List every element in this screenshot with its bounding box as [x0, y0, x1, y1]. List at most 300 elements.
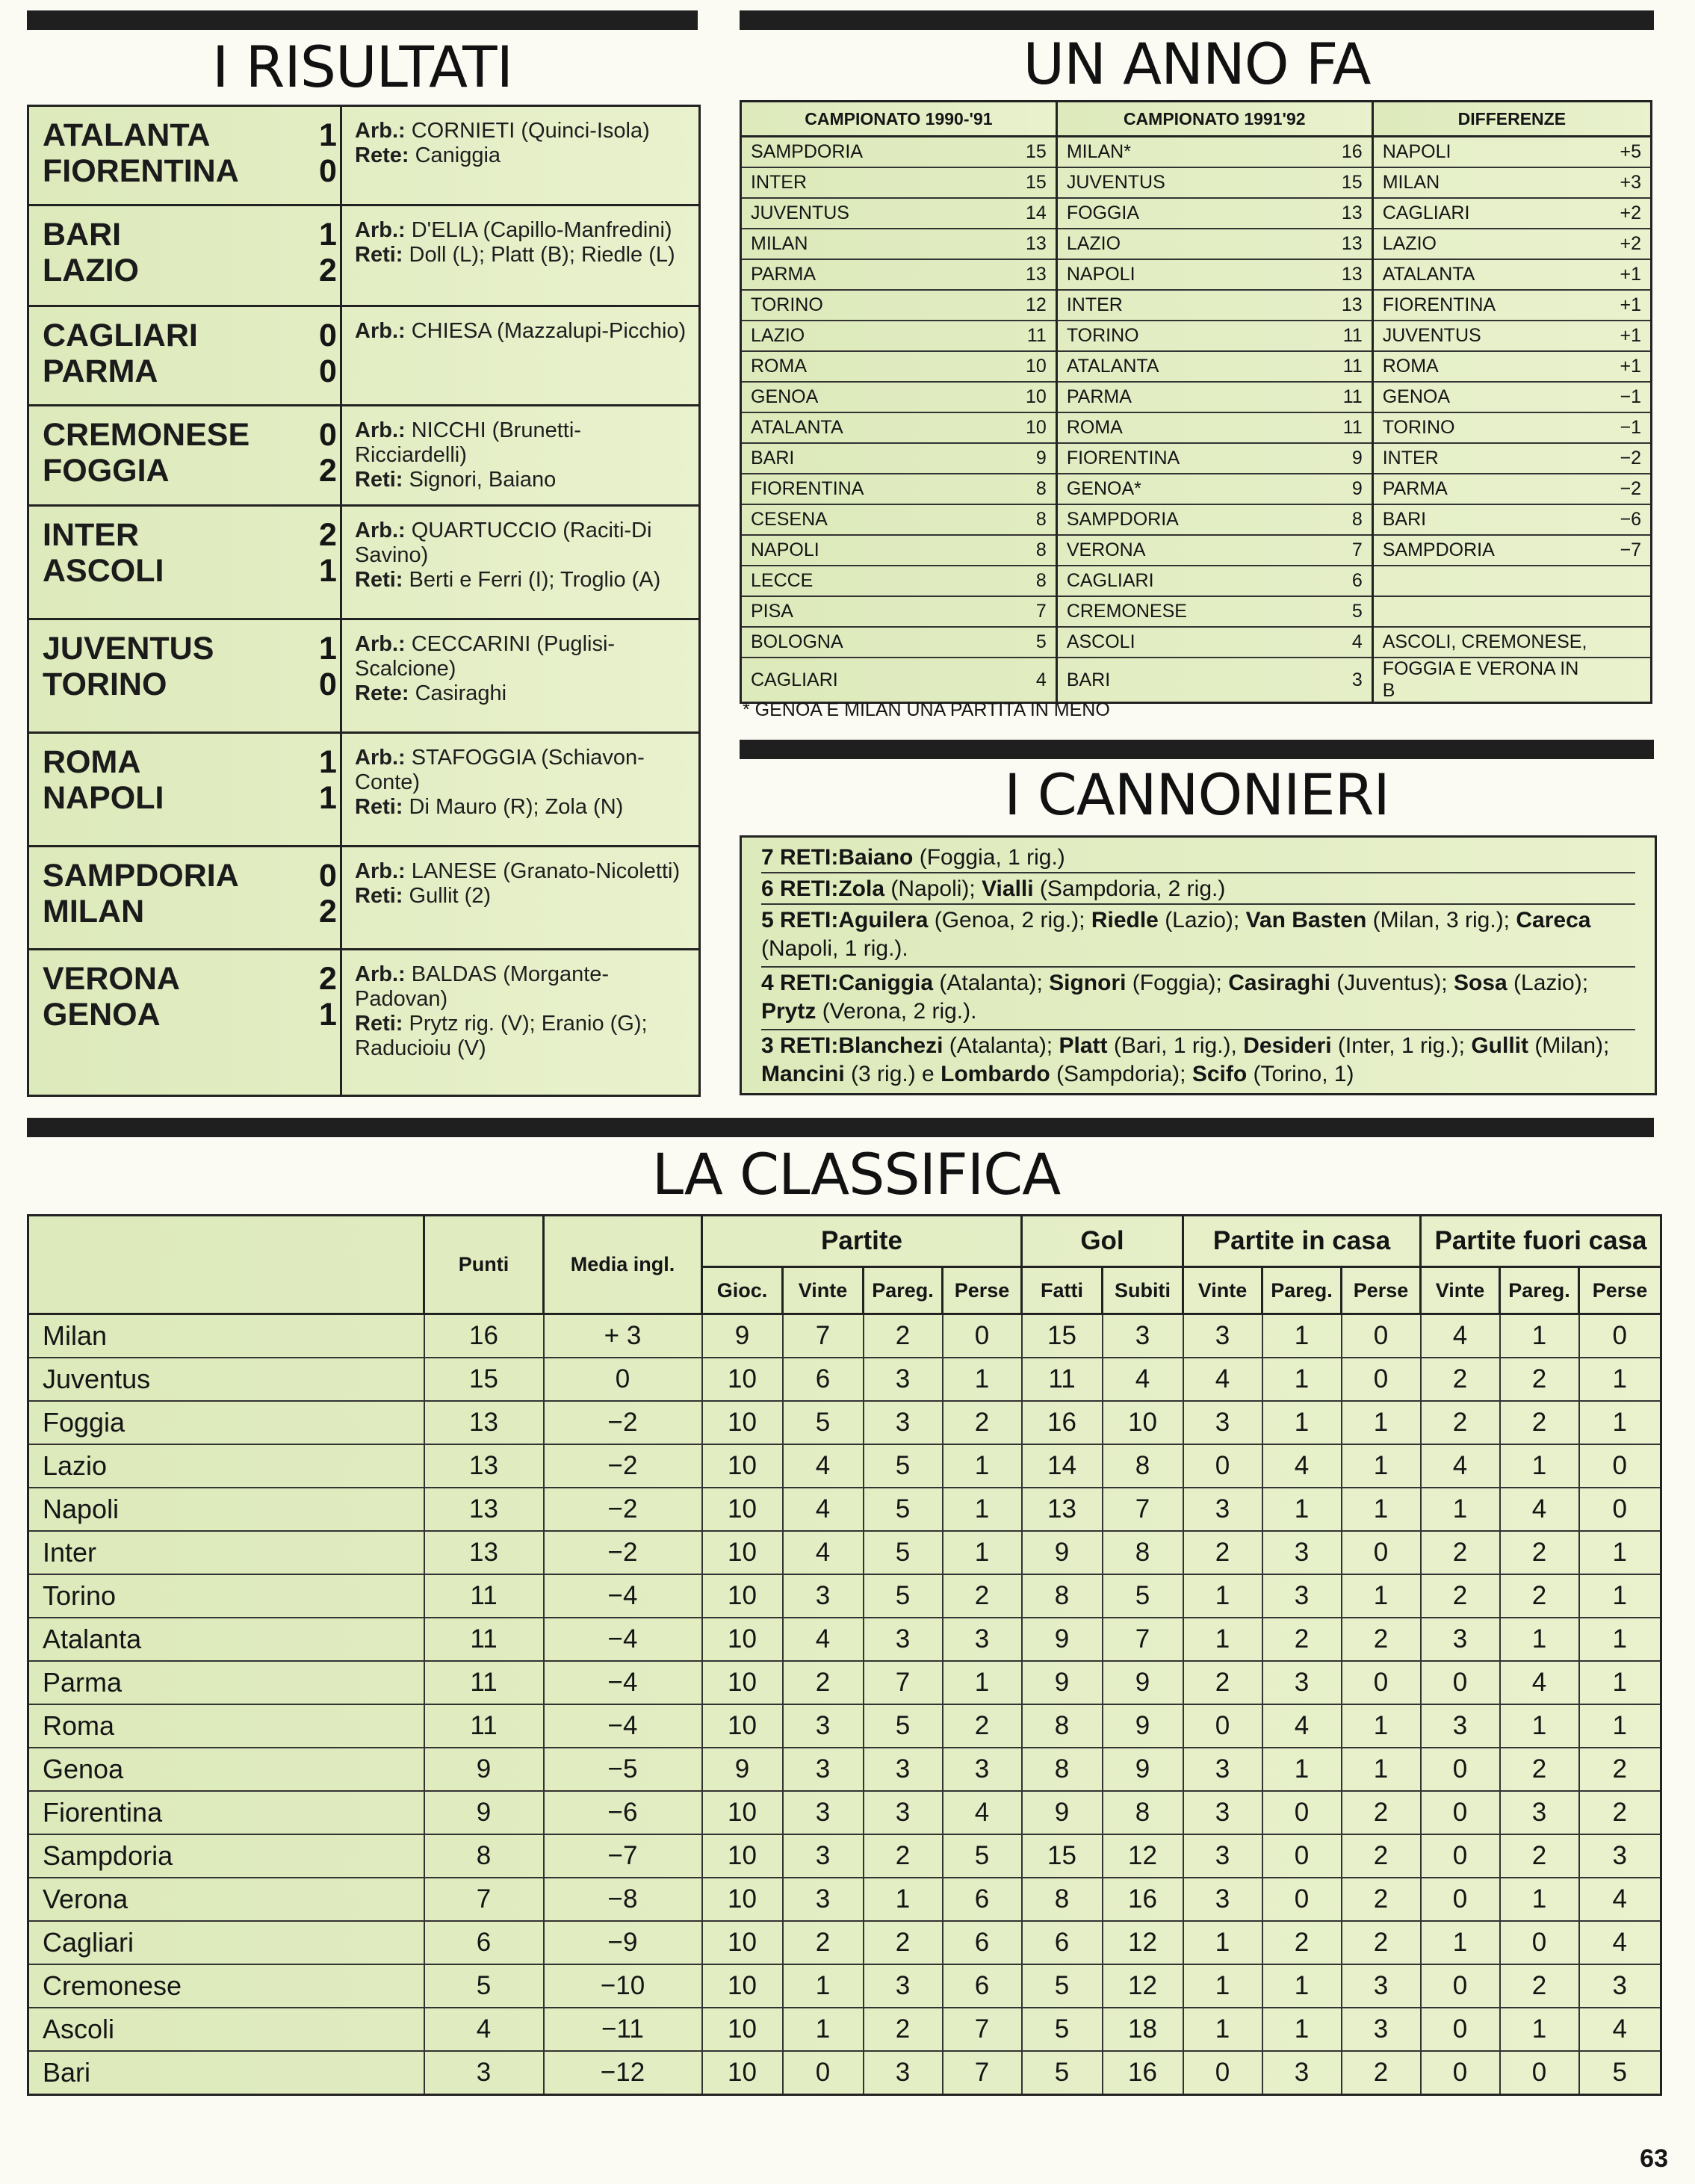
team-name: Cremonese — [28, 1964, 424, 2008]
team-name: Torino — [28, 1574, 424, 1618]
stat-cell: 2 — [1421, 1358, 1500, 1401]
stat-cell: 2 — [1500, 1834, 1579, 1878]
standings-row — [28, 1401, 1661, 1444]
anno-points: 5 — [1327, 596, 1372, 627]
match-info — [355, 632, 691, 706]
scorers-label: Reti: — [355, 884, 403, 908]
stat-cell: 2 — [1342, 1834, 1421, 1878]
stat-cell: 5 — [864, 1531, 943, 1574]
stat-cell: 11 — [1022, 1358, 1103, 1401]
stat-cell: 16 — [1103, 1878, 1183, 1921]
stat-cell: 9 — [1103, 1661, 1183, 1704]
stat-cell: 13 — [424, 1444, 544, 1488]
stat-cell: 3 — [1342, 2008, 1421, 2051]
sub-header: Fatti — [1022, 1267, 1103, 1314]
team-name: Ascoli — [28, 2008, 424, 2051]
team-name: Milan — [28, 1314, 424, 1358]
home-team: INTER — [43, 517, 139, 553]
match-teams — [43, 744, 326, 816]
player-detail: (Verona, 2 rig.). — [816, 999, 977, 1024]
player-detail: (Lazio); — [1158, 908, 1246, 932]
match-row — [29, 845, 698, 950]
player-name: Prytz — [761, 999, 816, 1024]
stat-cell: 2 — [783, 1921, 864, 1964]
stat-cell: 2 — [1500, 1358, 1579, 1401]
team-name: Juventus — [28, 1358, 424, 1401]
anno-points — [1605, 566, 1652, 596]
stat-cell: 1 — [1579, 1531, 1661, 1574]
anno-row — [741, 596, 1652, 627]
away-score: 0 — [319, 153, 337, 189]
stat-cell: 3 — [1262, 1661, 1342, 1704]
stat-cell: 2 — [1579, 1791, 1661, 1834]
anno-points: 8 — [1011, 504, 1056, 535]
stat-cell: 16 — [1022, 1401, 1103, 1444]
stat-cell: 5 — [1022, 2008, 1103, 2051]
scorers-names: Signori, Baiano — [409, 468, 557, 492]
scorers-names: Prytz rig. (V); Eranio (G); Raducioiu (V) — [355, 1012, 648, 1060]
cannonieri-title: I CANNONIERI — [1004, 761, 1389, 828]
sub-header: Vinte — [783, 1267, 864, 1314]
standings-row — [28, 1531, 1661, 1574]
stat-cell: 0 — [1183, 2051, 1262, 2095]
away-team: ASCOLI — [43, 553, 164, 589]
standings-row — [28, 1921, 1661, 1964]
player-name: Baiano — [838, 845, 914, 870]
stat-cell: −11 — [544, 2008, 702, 2051]
stat-cell: 2 — [864, 1834, 943, 1878]
stat-cell: −2 — [544, 1444, 702, 1488]
stat-cell: 3 — [783, 1748, 864, 1791]
anno-points: 9 — [1327, 443, 1372, 474]
stat-cell: 18 — [1103, 2008, 1183, 2051]
away-score: 1 — [319, 780, 337, 816]
anno-team: CREMONESE — [1056, 596, 1327, 627]
anno-team: FOGGIA E VERONA IN B — [1372, 658, 1605, 703]
scorer-line — [761, 875, 1635, 903]
anno-team: PARMA — [741, 259, 1012, 290]
goals-count: 6 RETI: — [761, 876, 839, 901]
risultati-title: I RISULTATI — [212, 34, 512, 100]
stat-cell: 9 — [1022, 1618, 1103, 1661]
anno-row — [741, 504, 1652, 535]
scorers — [355, 568, 691, 593]
anno-points: 12 — [1011, 290, 1056, 321]
match-teams — [43, 217, 326, 288]
stat-cell: 1 — [1500, 1314, 1579, 1358]
referee-name: LANESE (Granato-Nicoletti) — [411, 859, 681, 883]
anno-points: +1 — [1605, 351, 1652, 382]
anno-points: 13 — [1327, 290, 1372, 321]
stat-cell: 2 — [1500, 1531, 1579, 1574]
anno-team: FOGGIA — [1056, 198, 1327, 229]
standings-row — [28, 1748, 1661, 1791]
anno-points — [1605, 627, 1652, 658]
gol-header: Gol — [1022, 1216, 1183, 1267]
stat-cell: 6 — [943, 1878, 1022, 1921]
stat-cell: 3 — [783, 1574, 864, 1618]
away-team: GENOA — [43, 997, 161, 1033]
away-score: 1 — [319, 553, 337, 589]
stat-cell: 1 — [1183, 1964, 1262, 2008]
stat-cell: 5 — [864, 1574, 943, 1618]
anno-row — [741, 566, 1652, 596]
referee — [355, 632, 691, 681]
player-detail: (Sampdoria); — [1050, 1062, 1192, 1086]
anno-points: 7 — [1011, 596, 1056, 627]
stat-cell: 3 — [1262, 2051, 1342, 2095]
stat-cell: 2 — [1579, 1748, 1661, 1791]
stat-cell: 2 — [1183, 1531, 1262, 1574]
anno-team: PARMA — [1372, 474, 1605, 504]
stat-cell: 2 — [1342, 1921, 1421, 1964]
anno-row — [741, 321, 1652, 351]
stat-cell: 8 — [1103, 1531, 1183, 1574]
anno-team: JUVENTUS — [1372, 321, 1605, 351]
stat-cell: 10 — [702, 1574, 783, 1618]
home-score: 1 — [319, 631, 337, 666]
stat-cell: 0 — [544, 1358, 702, 1401]
stat-cell: 1 — [1500, 1618, 1579, 1661]
player-name: Zola — [838, 876, 885, 901]
player-detail: (Foggia); — [1126, 971, 1229, 995]
stat-cell: 3 — [864, 1791, 943, 1834]
standings-row — [28, 1661, 1661, 1704]
stat-cell: 3 — [1262, 1531, 1342, 1574]
match-score — [306, 517, 350, 589]
anno-team: ATALANTA — [741, 412, 1012, 443]
anno-points: 10 — [1011, 412, 1056, 443]
stat-cell: 8 — [1022, 1704, 1103, 1748]
player-detail: (Milan); — [1528, 1033, 1610, 1058]
stat-cell: 12 — [1103, 1921, 1183, 1964]
home-team: ATALANTA — [43, 117, 211, 153]
match-score — [306, 631, 350, 702]
anno-points: 3 — [1327, 658, 1372, 703]
anno-team: MILAN — [1372, 167, 1605, 198]
stat-cell: 0 — [1500, 2051, 1579, 2095]
stat-cell: 5 — [864, 1488, 943, 1531]
anno-points: 13 — [1327, 259, 1372, 290]
stat-cell: 15 — [424, 1358, 544, 1401]
stat-cell: 2 — [1500, 1748, 1579, 1791]
away-score: 0 — [319, 353, 337, 389]
standings-row — [28, 1488, 1661, 1531]
anno-points: 10 — [1011, 351, 1056, 382]
stat-cell: + 3 — [544, 1314, 702, 1358]
player-detail: (Napoli); — [884, 876, 982, 901]
stat-cell: 11 — [424, 1618, 544, 1661]
team-name: Bari — [28, 2051, 424, 2095]
anno-points: 4 — [1327, 627, 1372, 658]
anno-team: ASCOLI, CREMONESE, — [1372, 627, 1605, 658]
referee — [355, 859, 691, 884]
player-name: Mancini — [761, 1062, 845, 1086]
standings-row — [28, 1704, 1661, 1748]
stat-cell: 2 — [1342, 1878, 1421, 1921]
match-info — [355, 218, 691, 267]
stat-cell: 0 — [1579, 1444, 1661, 1488]
anno-points — [1605, 596, 1652, 627]
team-name: Fiorentina — [28, 1791, 424, 1834]
stat-cell: 2 — [864, 1314, 943, 1358]
stat-cell: 1 — [943, 1358, 1022, 1401]
referee — [355, 746, 691, 795]
anno-team: FIORENTINA — [1056, 443, 1327, 474]
rule — [761, 966, 1635, 968]
match-teams — [43, 858, 326, 929]
match-teams — [43, 117, 326, 189]
stat-cell: 2 — [943, 1574, 1022, 1618]
stat-cell: 0 — [1579, 1488, 1661, 1531]
stat-cell: 8 — [1022, 1574, 1103, 1618]
scorers-label: Rete: — [355, 681, 409, 705]
anno-points: 15 — [1011, 137, 1056, 168]
stat-cell: −4 — [544, 1618, 702, 1661]
anno-row — [741, 351, 1652, 382]
stat-cell: −10 — [544, 1964, 702, 2008]
stat-cell: 1 — [1342, 1488, 1421, 1531]
standings-row — [28, 1834, 1661, 1878]
stat-cell: 7 — [943, 2008, 1022, 2051]
away-score: 1 — [319, 997, 337, 1033]
referee — [355, 962, 691, 1012]
anno-header: CAMPIONATO 1990-'91 — [741, 102, 1057, 137]
referee-name: BALDAS (Morgante-Padovan) — [355, 962, 610, 1011]
player-detail: (Sampdoria, 2 rig.) — [1033, 876, 1226, 901]
player-name: Vialli — [982, 876, 1034, 901]
referee — [355, 218, 691, 243]
anno-points: 6 — [1327, 566, 1372, 596]
stat-cell: 10 — [702, 1964, 783, 2008]
stat-cell: 16 — [424, 1314, 544, 1358]
stat-cell: 1 — [1262, 1748, 1342, 1791]
stat-cell: 0 — [1421, 1661, 1500, 1704]
stat-cell: 8 — [1103, 1791, 1183, 1834]
referee — [355, 519, 691, 568]
stat-cell: 0 — [943, 1314, 1022, 1358]
stat-cell: 1 — [783, 1964, 864, 2008]
home-score: 2 — [319, 961, 337, 997]
stat-cell: 13 — [424, 1488, 544, 1531]
scorer-line — [761, 906, 1635, 963]
team-name: Foggia — [28, 1401, 424, 1444]
cannonieri-panel — [740, 835, 1657, 1095]
team-name: Napoli — [28, 1488, 424, 1531]
stat-cell: −6 — [544, 1791, 702, 1834]
match-info — [355, 962, 691, 1061]
stat-cell: 10 — [702, 1704, 783, 1748]
stat-cell: 3 — [1579, 1834, 1661, 1878]
stat-cell: 1 — [943, 1661, 1022, 1704]
stat-cell: 1 — [1342, 1444, 1421, 1488]
referee-name: QUARTUCCIO (Raciti-Di Savino) — [355, 519, 652, 567]
anno-team: FIORENTINA — [1372, 290, 1605, 321]
anno-team — [1372, 596, 1605, 627]
stat-cell: 6 — [1022, 1921, 1103, 1964]
stat-cell: 0 — [1421, 2008, 1500, 2051]
stat-cell: −5 — [544, 1748, 702, 1791]
team-name: Parma — [28, 1661, 424, 1704]
divider — [340, 206, 342, 307]
stat-cell: 1 — [1421, 1921, 1500, 1964]
stat-cell: 5 — [1022, 2051, 1103, 2095]
anno-points: 9 — [1327, 474, 1372, 504]
stat-cell: −2 — [544, 1488, 702, 1531]
stat-cell: 7 — [783, 1314, 864, 1358]
stat-cell: 0 — [1342, 1531, 1421, 1574]
stat-cell: 11 — [424, 1661, 544, 1704]
stat-cell: 4 — [1500, 1488, 1579, 1531]
home-team: VERONA — [43, 961, 180, 997]
rule — [761, 903, 1635, 905]
scorers-names: Berti e Ferri (I); Troglio (A) — [409, 568, 661, 592]
stat-cell: 10 — [702, 1661, 783, 1704]
standings-row — [28, 1574, 1661, 1618]
referee-label: Arb.: — [355, 746, 406, 770]
anno-points: +2 — [1605, 198, 1652, 229]
stat-cell: 10 — [702, 1444, 783, 1488]
stat-cell: 1 — [943, 1531, 1022, 1574]
stat-cell: −2 — [544, 1401, 702, 1444]
match-teams — [43, 318, 326, 389]
away-score: 2 — [319, 894, 337, 929]
stat-cell: 6 — [424, 1921, 544, 1964]
stat-cell: 1 — [1579, 1358, 1661, 1401]
player-name: Caniggia — [838, 971, 934, 995]
anno-points: 13 — [1327, 198, 1372, 229]
anno-points: +2 — [1605, 229, 1652, 259]
stat-cell: 1 — [1579, 1618, 1661, 1661]
stat-cell: 2 — [943, 1401, 1022, 1444]
stat-cell: 10 — [702, 1878, 783, 1921]
stat-cell: 11 — [424, 1704, 544, 1748]
stat-cell: 3 — [864, 2051, 943, 2095]
scorers — [355, 681, 691, 706]
stat-cell: 13 — [424, 1531, 544, 1574]
stat-cell: 10 — [702, 2008, 783, 2051]
stat-cell: 3 — [1421, 1704, 1500, 1748]
stat-cell: 2 — [864, 2008, 943, 2051]
stat-cell: 1 — [1579, 1401, 1661, 1444]
referee-name: STAFOGGIA (Schiavon-Conte) — [355, 746, 645, 794]
scorers-names: Doll (L); Platt (B); Riedle (L) — [409, 243, 675, 267]
stat-cell: 3 — [783, 1791, 864, 1834]
stat-cell: 9 — [1022, 1531, 1103, 1574]
stat-cell: 1 — [1342, 1401, 1421, 1444]
standings-row — [28, 1964, 1661, 2008]
anno-team: TORINO — [1056, 321, 1327, 351]
stat-cell: 0 — [1421, 1834, 1500, 1878]
stat-cell: 8 — [1103, 1444, 1183, 1488]
scorers — [355, 468, 691, 492]
away-team: TORINO — [43, 666, 167, 702]
sub-header: Perse — [1342, 1267, 1421, 1314]
divider — [340, 307, 342, 406]
anno-team: MILAN — [741, 229, 1012, 259]
stat-cell: 1 — [1262, 1488, 1342, 1531]
sub-header: Gioc. — [702, 1267, 783, 1314]
player-detail: (Juventus); — [1330, 971, 1454, 995]
stat-cell: 4 — [783, 1531, 864, 1574]
stat-cell: 10 — [702, 2051, 783, 2095]
anno-team: CAGLIARI — [1372, 198, 1605, 229]
sub-header: Pareg. — [1500, 1267, 1579, 1314]
anno-team: VERONA — [1056, 535, 1327, 566]
referee-label: Arb.: — [355, 519, 406, 542]
scorer-line — [761, 844, 1635, 872]
stat-cell: 3 — [1421, 1618, 1500, 1661]
anno-team: LAZIO — [741, 321, 1012, 351]
anno-team: NAPOLI — [1372, 137, 1605, 168]
anno-team: ATALANTA — [1372, 259, 1605, 290]
stat-cell: 8 — [1022, 1878, 1103, 1921]
scorers-names: Gullit (2) — [409, 884, 492, 908]
anno-team: CAGLIARI — [741, 658, 1012, 703]
match-row — [29, 948, 698, 1097]
stat-cell: 2 — [783, 1661, 864, 1704]
sub-header: Pareg. — [1262, 1267, 1342, 1314]
anno-points: −1 — [1605, 412, 1652, 443]
stat-cell: 1 — [1342, 1704, 1421, 1748]
stat-cell: 1 — [1262, 1314, 1342, 1358]
anno-points: −2 — [1605, 443, 1652, 474]
stat-cell: −4 — [544, 1574, 702, 1618]
stat-cell: 0 — [1421, 1791, 1500, 1834]
stat-cell: 7 — [943, 2051, 1022, 2095]
stat-cell: 2 — [1262, 1618, 1342, 1661]
un-anno-fa-table — [740, 100, 1652, 704]
anno-footnote: * GENOA E MILAN UNA PARTITA IN MENO — [743, 699, 1110, 720]
sub-header: Subiti — [1103, 1267, 1183, 1314]
anno-header: DIFFERENZE — [1372, 102, 1651, 137]
anno-points: 11 — [1011, 321, 1056, 351]
anno-points: +3 — [1605, 167, 1652, 198]
scorers-label: Reti: — [355, 795, 403, 819]
player-detail: (3 rig.) e — [844, 1062, 941, 1086]
referee-label: Arb.: — [355, 418, 406, 442]
home-team: CAGLIARI — [43, 318, 198, 353]
anno-row — [741, 658, 1652, 703]
referee-label: Arb.: — [355, 859, 406, 883]
home-score: 0 — [319, 318, 337, 353]
player-name: Casiraghi — [1228, 971, 1330, 995]
stat-cell: 1 — [943, 1488, 1022, 1531]
section-bar — [740, 740, 1654, 759]
away-score: 2 — [319, 453, 337, 489]
anno-title: UN ANNO FA — [1023, 31, 1371, 97]
stat-cell: 2 — [943, 1704, 1022, 1748]
away-team: PARMA — [43, 353, 158, 389]
stat-cell: 3 — [1183, 1401, 1262, 1444]
anno-row — [741, 412, 1652, 443]
match-score — [306, 217, 350, 288]
stat-cell: 1 — [1500, 2008, 1579, 2051]
stat-cell: 11 — [424, 1574, 544, 1618]
stat-cell: 3 — [943, 1618, 1022, 1661]
scorers — [355, 884, 691, 909]
anno-team: LAZIO — [1372, 229, 1605, 259]
stat-cell: 1 — [1262, 2008, 1342, 2051]
standings-row — [28, 1791, 1661, 1834]
section-bar — [27, 10, 698, 30]
anno-points: −1 — [1605, 382, 1652, 412]
stat-cell: 3 — [1183, 1748, 1262, 1791]
anno-header: CAMPIONATO 1991'92 — [1056, 102, 1372, 137]
referee — [355, 418, 691, 468]
divider — [340, 847, 342, 950]
anno-team: SAMPDORIA — [1372, 535, 1605, 566]
